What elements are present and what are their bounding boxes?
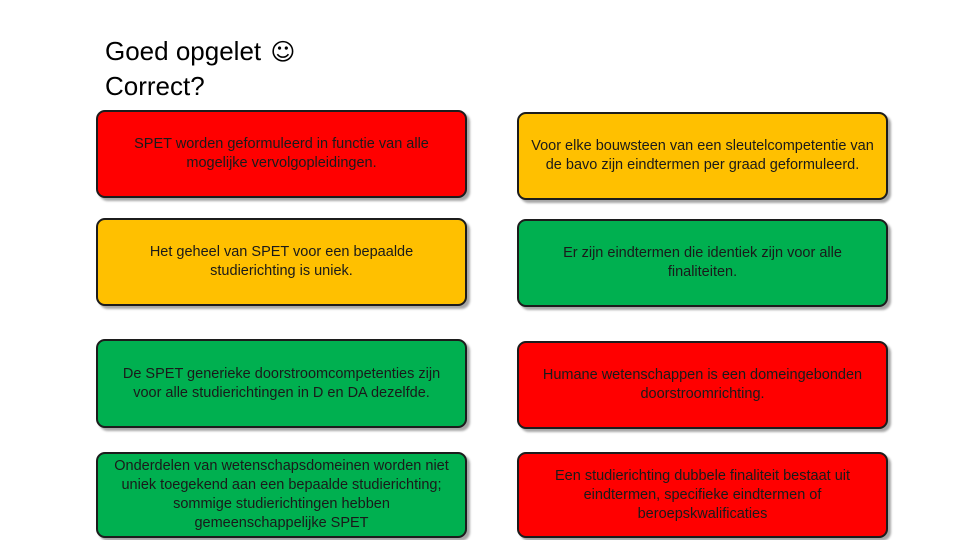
statement-text: Voor elke bouwsteen van een sleutelcompetentie van de bavo zijn eindtermen per graad geformuleerd. — [531, 138, 874, 173]
slide-title — [105, 34, 295, 103]
statement-text: SPET worden geformuleerd in functie van alle mogelijke vervolgopleidingen. — [134, 136, 429, 171]
statement-card-2[interactable] — [517, 112, 888, 200]
title-line-2: Correct? — [105, 71, 205, 101]
statement-card-4[interactable] — [517, 219, 888, 307]
statement-card-7[interactable] — [96, 452, 467, 538]
title-line-1 — [105, 34, 295, 69]
statement-card-5[interactable] — [96, 339, 467, 428]
statement-card-6[interactable] — [517, 341, 888, 429]
smiley-icon: ☺ — [270, 38, 296, 66]
title-text: Goed opgelet — [105, 36, 262, 66]
statement-text: Een studierichting dubbele finaliteit bestaat uit eindtermen, specifieke eindtermen of beroepskwalificaties — [554, 467, 851, 522]
statement-text: De SPET generieke doorstroomcompetenties zijn voor alle studierichtingen in D en DA dezelfde. — [122, 365, 441, 401]
statement-text: Er zijn eindtermen die identiek zijn voor alle finaliteiten. — [563, 245, 842, 280]
statement-text: Het geheel van SPET voor een bepaalde studierichting is uniek. — [149, 244, 414, 279]
statement-text: Humane wetenschappen is een domeingebonden doorstroomrichting. — [542, 367, 863, 402]
statement-card-8[interactable] — [517, 452, 888, 538]
statement-card-3[interactable] — [96, 218, 467, 306]
statement-card-1[interactable] — [96, 110, 467, 198]
statement-text: Onderdelen van wetenschapsdomeinen worden niet uniek toegekend aan een bepaalde studierichting; sommige studierichtingen hebben gemeenschappelijke SPET — [114, 458, 449, 531]
